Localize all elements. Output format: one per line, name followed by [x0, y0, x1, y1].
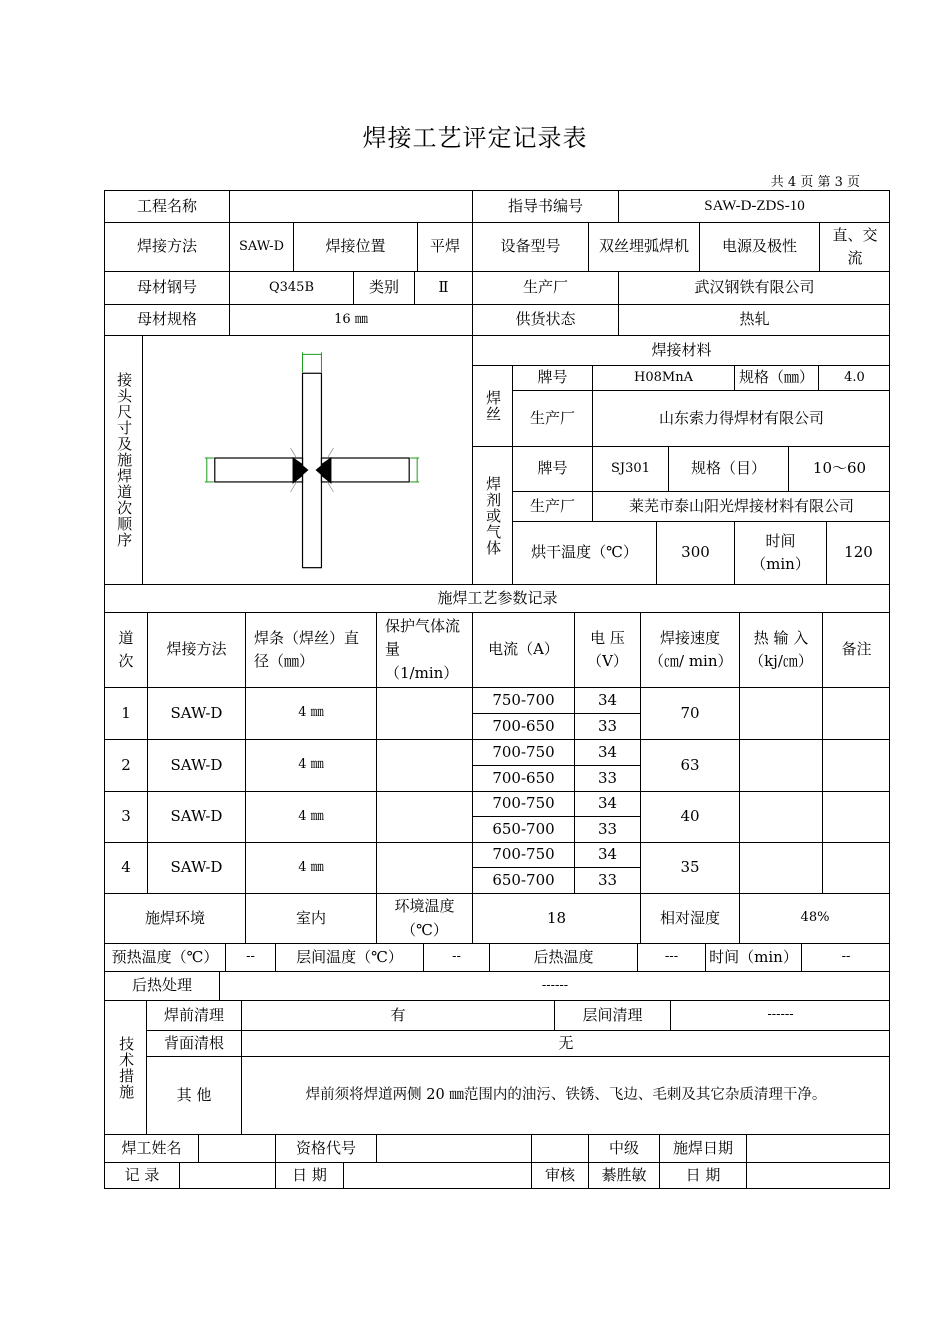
qual-value [376, 1134, 531, 1162]
row3-cur2: 650-700 [472, 816, 574, 842]
method-value: SAW-D [229, 222, 293, 271]
row4-speed: 35 [640, 842, 739, 893]
row2-cur2: 700-650 [472, 765, 574, 791]
wire-spec-value: 4.0 [818, 365, 890, 390]
record-label: 记 录 [104, 1162, 179, 1189]
project-name-label: 工程名称 [104, 190, 229, 222]
wire-spec-label: 规格（㎜） [734, 365, 818, 390]
inter-clean-label: 层间清理 [554, 1000, 670, 1030]
row1-heat [739, 687, 822, 739]
record-value [179, 1162, 275, 1189]
date2-value [746, 1162, 890, 1189]
tech-label-cell [104, 1000, 146, 1134]
joint-sketch [143, 336, 472, 585]
row3-dia: 4 ㎜ [245, 791, 376, 842]
row4-gas [376, 842, 472, 893]
ambient-temp-value: 18 [472, 893, 640, 943]
row2-remark [822, 739, 890, 791]
row4-cur2: 650-700 [472, 867, 574, 893]
row1-pass: 1 [104, 687, 147, 739]
col-remark: 备注 [822, 612, 890, 687]
col-voltage: 电 压（V） [574, 612, 640, 687]
spec-label: 母材规格 [104, 304, 229, 335]
row1-speed: 70 [640, 687, 739, 739]
row3-heat [739, 791, 822, 842]
method-label: 焊接方法 [104, 222, 229, 271]
project-name-value [229, 190, 472, 222]
row1-remark [822, 687, 890, 739]
flux-brand-value: SJ301 [592, 446, 668, 491]
qual-label: 资格代号 [275, 1134, 376, 1162]
row3-vol2: 33 [574, 816, 640, 842]
flux-label-cell [472, 446, 512, 584]
bake-time-value: 120 [826, 521, 890, 584]
row4-method: SAW-D [147, 842, 245, 893]
row1-vol1: 34 [574, 687, 640, 713]
env-label: 施焊环境 [104, 893, 245, 943]
materials-title: 焊接材料 [472, 335, 890, 365]
row4-vol1: 34 [574, 842, 640, 867]
joint-sketch-cell [142, 335, 472, 584]
review-label: 审核 [531, 1162, 588, 1189]
row3-pass: 3 [104, 791, 147, 842]
wire-brand-label: 牌号 [512, 365, 592, 390]
power-label: 电源及极性 [699, 222, 819, 271]
col-current: 电流（A） [472, 612, 574, 687]
row1-vol2: 33 [574, 713, 640, 739]
row4-remark [822, 842, 890, 893]
reviewer-value: 綦胜敏 [588, 1162, 659, 1189]
wire-brand-value: H08MnA [592, 365, 734, 390]
date-value [343, 1162, 531, 1189]
wire-label-cell [472, 365, 512, 446]
row3-cur1: 700-750 [472, 791, 574, 816]
pwht-value: ------ [219, 971, 890, 1000]
env-value: 室内 [245, 893, 376, 943]
weld-date-label: 施焊日期 [659, 1134, 746, 1162]
inter-clean-value: ------ [670, 1000, 890, 1030]
row2-gas [376, 739, 472, 791]
col-dia: 焊条（焊丝）直径（㎜） [245, 612, 376, 687]
row2-dia: 4 ㎜ [245, 739, 376, 791]
postheat-label: 后热温度 [489, 943, 637, 971]
instruction-no-value: SAW-D-ZDS-10 [618, 190, 890, 222]
spec-value: 16 ㎜ [229, 304, 472, 335]
power-value: 直、交流 [819, 222, 890, 271]
position-value: 平焊 [417, 222, 472, 271]
back-gouge-label: 背面清根 [146, 1030, 241, 1056]
date2-label: 日 期 [659, 1162, 746, 1189]
position-label: 焊接位置 [293, 222, 417, 271]
row2-heat [739, 739, 822, 791]
preheat-label: 预热温度（℃） [104, 943, 225, 971]
row2-speed: 63 [640, 739, 739, 791]
page-info: 共 4 页 第 3 页 [770, 175, 860, 190]
joint-label: 接头尺寸及施焊道次顺序 [115, 372, 134, 548]
row4-heat [739, 842, 822, 893]
postheat-value: --- [637, 943, 705, 971]
grade-value: 中级 [588, 1134, 659, 1162]
row4-pass: 4 [104, 842, 147, 893]
pre-clean-value: 有 [241, 1000, 554, 1030]
page-title: 焊接工艺评定记录表 [362, 124, 588, 152]
row3-vol1: 34 [574, 791, 640, 816]
row2-pass: 2 [104, 739, 147, 791]
row2-method: SAW-D [147, 739, 245, 791]
row1-dia: 4 ㎜ [245, 687, 376, 739]
wire-maker-value: 山东索力得焊材有限公司 [592, 390, 890, 446]
row2-cur1: 700-750 [472, 739, 574, 765]
wire-maker-label: 生产厂 [512, 390, 592, 446]
steel-value: Q345B [229, 271, 353, 304]
humidity-value: 48% [739, 893, 890, 943]
time-label: 时间（min） [705, 943, 801, 971]
other-value: 焊前须将焊道两侧 20 ㎜范围内的油污、铁锈、飞边、毛刺及其它杂质清理干净。 [241, 1056, 890, 1134]
category-value: Ⅱ [414, 271, 472, 304]
col-pass: 道次 [104, 612, 147, 687]
col-gas: 保护气体流量 （1/min） [376, 612, 472, 687]
flux-spec-value: 10～60 [788, 446, 890, 491]
row3-speed: 40 [640, 791, 739, 842]
interpass-value: -- [423, 943, 489, 971]
row4-vol2: 33 [574, 867, 640, 893]
flux-label: 焊剂或气体 [484, 475, 503, 556]
supply-label: 供货状态 [472, 304, 618, 335]
row4-dia: 4 ㎜ [245, 842, 376, 893]
row2-vol1: 34 [574, 739, 640, 765]
bake-temp-label: 烘干温度（℃） [512, 521, 656, 584]
maker-label: 生产厂 [472, 271, 618, 304]
flux-maker-label: 生产厂 [512, 491, 592, 521]
row3-method: SAW-D [147, 791, 245, 842]
flux-spec-label: 规格（目） [668, 446, 788, 491]
row2-vol2: 33 [574, 765, 640, 791]
col-speed: 焊接速度（㎝/ min） [640, 612, 739, 687]
instruction-no-label: 指导书编号 [472, 190, 618, 222]
equipment-label: 设备型号 [472, 222, 588, 271]
bake-temp-value: 300 [656, 521, 734, 584]
row1-method: SAW-D [147, 687, 245, 739]
params-title: 施焊工艺参数记录 [104, 584, 890, 612]
flux-maker-value: 莱芜市泰山阳光焊接材料有限公司 [592, 491, 890, 521]
joint-label-cell [104, 335, 142, 584]
preheat-value: -- [225, 943, 275, 971]
welder-label: 焊工姓名 [104, 1134, 198, 1162]
interpass-label: 层间温度（℃） [275, 943, 423, 971]
row4-cur1: 700-750 [472, 842, 574, 867]
welder-value [198, 1134, 275, 1162]
flux-brand-label: 牌号 [512, 446, 592, 491]
equipment-value: 双丝埋弧焊机 [588, 222, 699, 271]
supply-value: 热轧 [618, 304, 890, 335]
maker-value: 武汉钢铁有限公司 [618, 271, 890, 304]
pwht-label: 后热处理 [104, 971, 219, 1000]
row3-gas [376, 791, 472, 842]
pre-clean-label: 焊前清理 [146, 1000, 241, 1030]
wire-label: 焊丝 [484, 390, 503, 422]
weld-date-value [746, 1134, 890, 1162]
qual-extra [531, 1134, 588, 1162]
humidity-label: 相对湿度 [640, 893, 739, 943]
row1-cur1: 750-700 [472, 687, 574, 713]
steel-label: 母材钢号 [104, 271, 229, 304]
row1-gas [376, 687, 472, 739]
time-value: -- [801, 943, 890, 971]
date-label: 日 期 [275, 1162, 343, 1189]
back-gouge-value: 无 [241, 1030, 890, 1056]
category-label: 类别 [353, 271, 414, 304]
tech-label: 技术措施 [117, 1035, 136, 1100]
col-method: 焊接方法 [147, 612, 245, 687]
row1-cur2: 700-650 [472, 713, 574, 739]
other-label: 其 他 [146, 1056, 241, 1134]
col-heat: 热 输 入（kj/㎝） [739, 612, 822, 687]
ambient-temp-label: 环境温度（℃） [376, 893, 472, 943]
bake-time-label: 时间（min） [734, 521, 826, 584]
row3-remark [822, 791, 890, 842]
